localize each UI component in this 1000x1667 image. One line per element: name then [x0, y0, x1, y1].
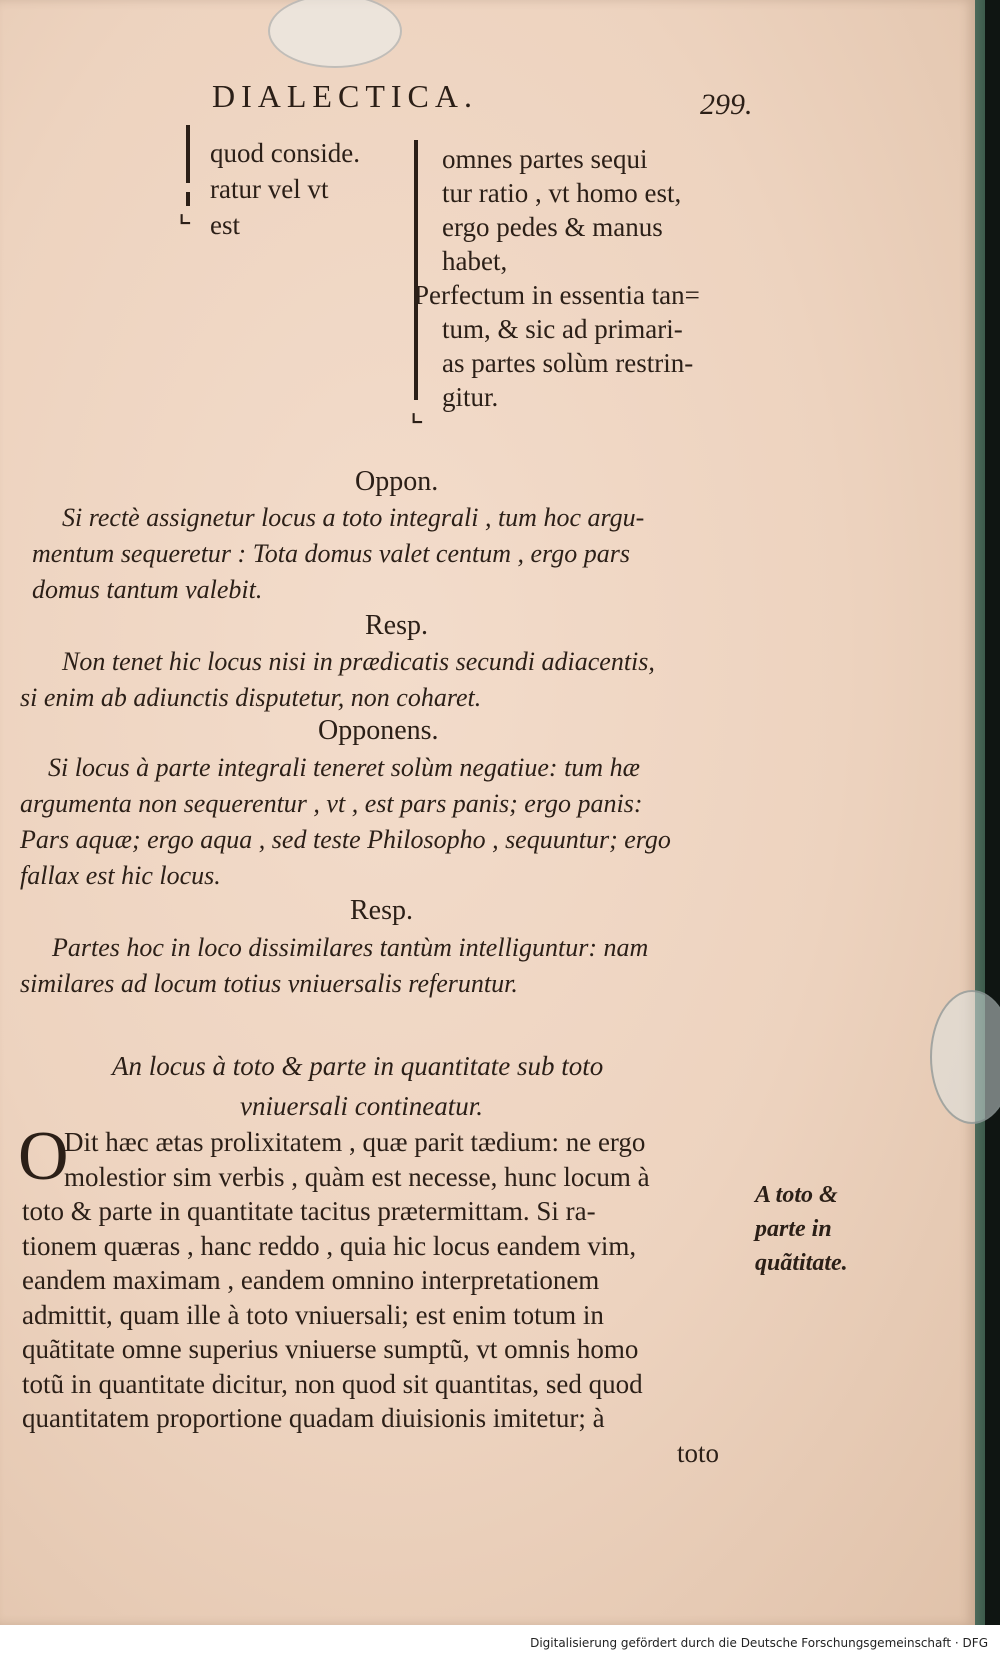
right-column-line: tur ratio , vt homo est, — [442, 178, 682, 208]
body-line: admittit, quam ille à toto vniuersali; est enim totum in — [22, 1299, 604, 1330]
page-number: 299. — [700, 88, 753, 121]
text-line: Si rectè assignetur locus a toto integrali , tum hoc argu- — [62, 503, 645, 532]
running-head: DIALECTICA. — [212, 78, 478, 114]
right-brace-hook: ⌞ — [410, 395, 425, 428]
dfg-credit: Digitalisierung gefördert durch die Deutsche Forschungsgemeinschaft · DFG — [530, 1636, 988, 1650]
left-column-line: ratur vel vt — [210, 174, 329, 204]
page-clip-top — [268, 0, 402, 68]
marginal-note-line: A toto & — [755, 1182, 838, 1208]
section-title-line: An locus à toto & parte in quantitate sub toto — [112, 1051, 604, 1081]
text-line: similares ad locum totius vniuersalis referuntur. — [20, 969, 518, 998]
text-line: Non tenet hic locus nisi in prædicatis secundi adiacentis, — [62, 647, 655, 676]
left-column-line: est — [210, 210, 240, 240]
text-line: si enim ab adiunctis disputetur, non coharet. — [20, 683, 482, 712]
drop-cap: O — [18, 1118, 69, 1195]
marginal-note — [755, 1178, 848, 1280]
right-column-line: gitur. — [442, 382, 499, 412]
text-line: Partes hoc in loco dissimilares tantùm intelliguntur: nam — [52, 933, 649, 962]
text-line: mentum sequeretur : Tota domus valet centum , ergo pars — [32, 539, 630, 568]
body-line: totũ in quantitate dicitur, non quod sit quantitas, sed quod — [22, 1368, 643, 1399]
body-line: toto & parte in quantitate tacitus prætermittam. Si ra- — [22, 1196, 596, 1226]
text-line: fallax est hic locus. — [20, 861, 221, 890]
right-column-line: as partes solùm restrin- — [442, 348, 694, 378]
right-column-line: ergo pedes & manus — [442, 212, 663, 242]
section-heading: Resp. — [350, 895, 413, 926]
body-paragraph — [22, 1125, 719, 1470]
marginal-note-line: parte in — [755, 1216, 832, 1242]
right-column-line: Perfectum in essentia tan= — [414, 280, 700, 310]
section-heading: Opponens. — [318, 715, 439, 746]
section-text — [32, 500, 645, 608]
section-text — [20, 930, 649, 1002]
left-brace-line — [186, 125, 190, 183]
section-heading: Oppon. — [355, 466, 439, 497]
body-line: toto — [677, 1437, 720, 1468]
left-column-line: quod conside. — [210, 138, 360, 168]
right-column — [414, 142, 700, 414]
right-column-line: tum, & sic ad primari- — [442, 314, 683, 344]
section-text — [20, 644, 655, 716]
body-line: tionem quæras , hanc reddo , quia hic locus eandem vim, — [22, 1230, 637, 1261]
text-line: Pars aquæ; ergo aqua , sed teste Philosopho , sequuntur; ergo — [20, 825, 671, 854]
body-line: molestior sim verbis , quàm est necesse, hunc locum à — [64, 1161, 650, 1192]
text-line: domus tantum valebit. — [32, 575, 263, 604]
section-heading: Resp. — [365, 610, 428, 641]
marginal-note-line: quãtitate. — [755, 1250, 848, 1276]
section-text — [20, 750, 671, 894]
right-brace-line — [414, 140, 418, 400]
left-column — [210, 135, 360, 243]
body-line: eandem maximam , eandem omnino interpretationem — [22, 1265, 600, 1295]
section-title-line: vniuersali contineatur. — [240, 1091, 483, 1121]
footer-bar — [0, 1625, 1000, 1667]
right-column-line: habet, — [442, 246, 508, 276]
left-brace-hook: ⌞ — [178, 196, 193, 229]
right-column-line: omnes partes sequi — [442, 144, 648, 174]
body-line: quantitatem proportione quadam diuisionis imitetur; à — [22, 1403, 605, 1433]
body-line: Dit hæc ætas prolixitatem , quæ parit tædium: ne ergo — [64, 1127, 646, 1157]
section-title — [112, 1046, 603, 1126]
body-line: quãtitate omne superius vniuerse sumptũ, vt omnis homo — [22, 1334, 639, 1364]
text-line: Si locus à parte integrali teneret solùm negatiue: tum hæ — [48, 753, 640, 782]
text-line: argumenta non sequerentur , vt , est pars panis; ergo panis: — [20, 789, 643, 818]
